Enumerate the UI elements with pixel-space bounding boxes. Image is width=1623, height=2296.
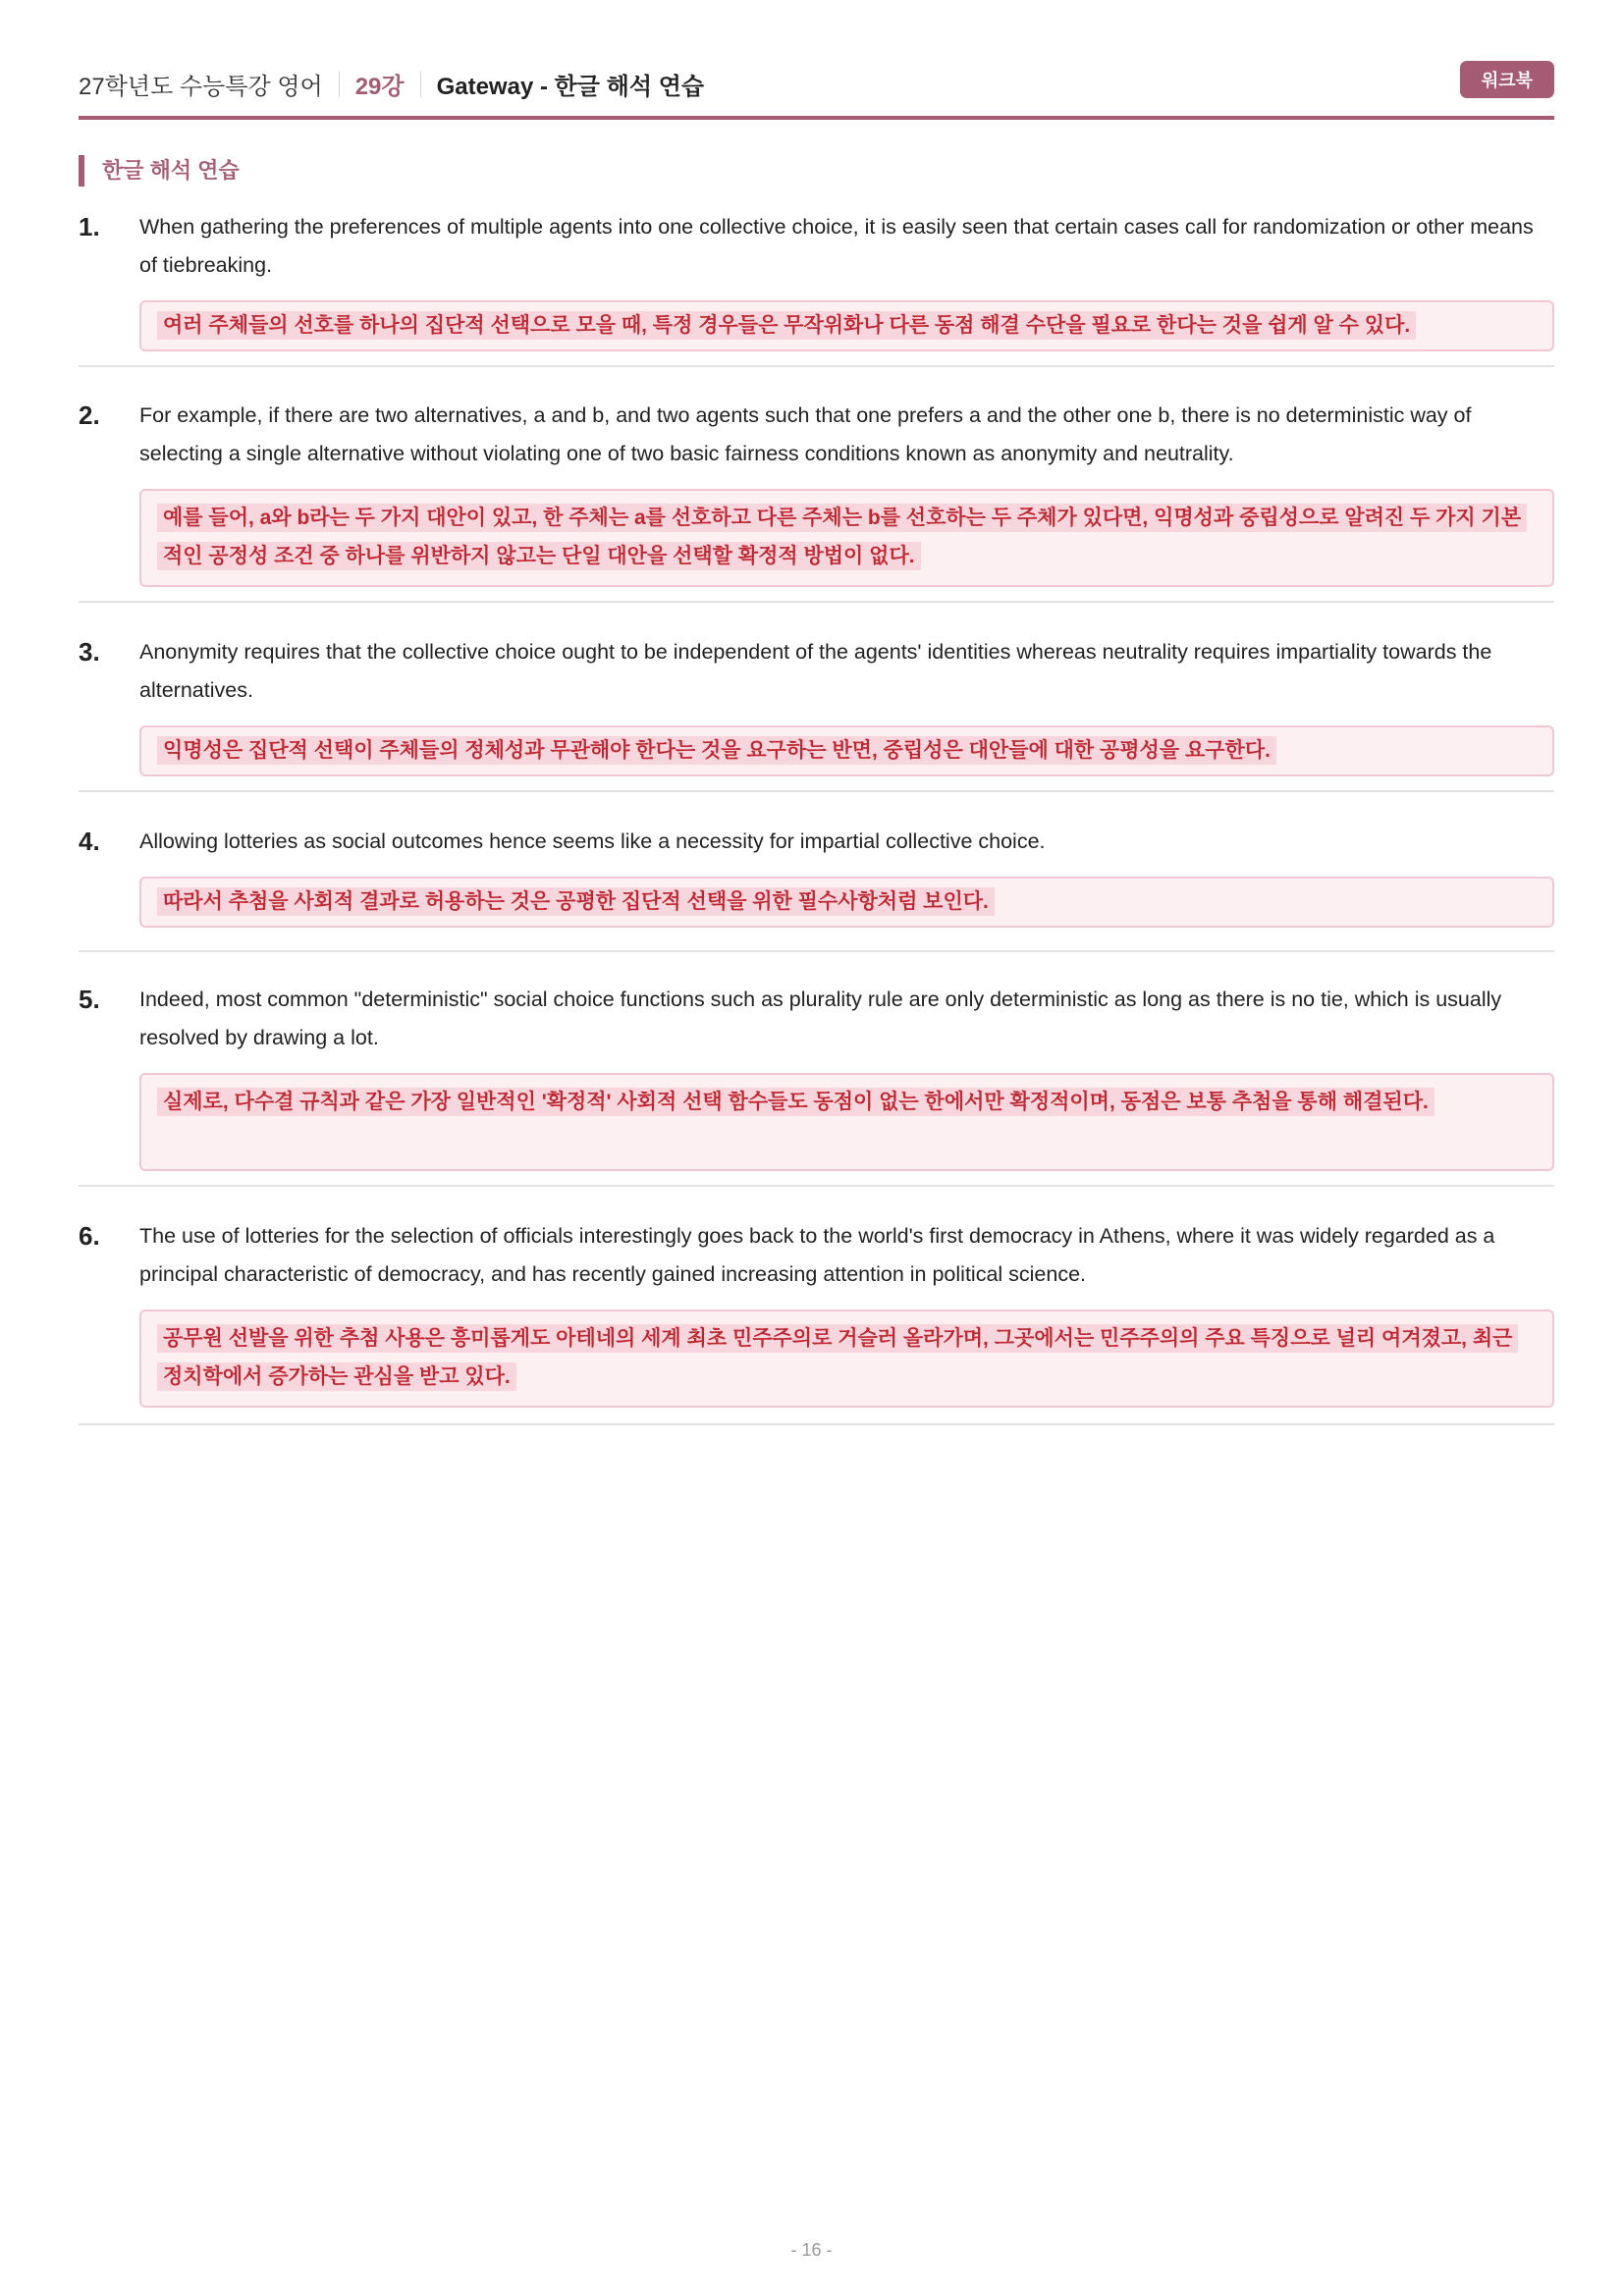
- korean-translation: 공무원 선발을 위한 추첨 사용은 흥미롭게도 아테네의 세계 최초 민주주의로 거슬러 올라가며, 그곳에서는 민주주의의 주요 특징으로 널리 여겨졌고, 최근 정치학에서 증가하는 관심을 받고 있다.: [157, 1324, 1518, 1391]
- exercise-item-3: [79, 633, 1554, 792]
- korean-translation: 익명성은 집단적 선택이 주체들의 정체성과 무관해야 한다는 것을 요구하는 반면, 중립성은 대안들에 대한 공평성을 요구한다.: [157, 736, 1276, 765]
- exercise-item-4: [79, 823, 1554, 952]
- section-title: 한글 해석 연습: [79, 155, 240, 187]
- page-title: Gateway - 한글 해석 연습: [436, 74, 705, 100]
- course-name: 27학년도 수능특강 영어: [79, 74, 323, 100]
- workbook-badge: 워크북: [1460, 61, 1554, 98]
- exercise-item-5: [79, 981, 1554, 1187]
- korean-translation-box: [139, 725, 1554, 776]
- divider: [339, 72, 340, 97]
- korean-translation-box: [139, 877, 1554, 928]
- english-sentence: Indeed, most common "deterministic" social choice functions such as plurality rule are only deterministic as long as there is no tie, which is usually resolved by drawing a lot.: [139, 988, 1502, 1049]
- english-sentence: For example, if there are two alternatives, a and b, and two agents such that one prefers a and the other one b, there is no deterministic way of selecting a single alternative without violating one of two basic fairness conditions known as anonymity and neutrality.: [139, 403, 1472, 465]
- page-header: [79, 61, 1554, 120]
- korean-translation: 따라서 추첨을 사회적 결과로 허용하는 것은 공평한 집단적 선택을 위한 필수사항처럼 보인다.: [157, 887, 995, 916]
- korean-translation-box: [139, 1073, 1554, 1171]
- item-number: 1.: [79, 212, 100, 241]
- korean-translation-box: [139, 489, 1554, 587]
- english-sentence: Anonymity requires that the collective choice ought to be independent of the agents' identities whereas neutrality requires impartiality towards the alternatives.: [139, 640, 1492, 702]
- page-number: - 16 -: [790, 2240, 833, 2260]
- item-number: 4.: [79, 827, 100, 856]
- breadcrumb: [79, 67, 704, 101]
- korean-translation-box: [139, 1309, 1554, 1408]
- item-number: 6.: [79, 1221, 100, 1251]
- item-number: 5.: [79, 985, 100, 1014]
- english-sentence: The use of lotteries for the selection of officials interestingly goes back to the world's first democracy in Athens, where it was widely regarded as a principal characteristic of democracy, and has recently gained increasing attention in political science.: [139, 1224, 1495, 1286]
- english-sentence: When gathering the preferences of multiple agents into one collective choice, it is easily seen that certain cases call for randomization or other means of tiebreaking.: [139, 215, 1534, 277]
- item-number: 3.: [79, 637, 100, 667]
- korean-translation: 예를 들어, a와 b라는 두 가지 대안이 있고, 한 주체는 a를 선호하고 다른 주체는 b를 선호하는 두 주체가 있다면, 익명성과 중립성으로 알려진 두 가지 기본적인 공정성 조건 중 하나를 위반하지 않고는 단일 대안을 선택할 확정적 방법이 없다.: [157, 504, 1527, 570]
- korean-translation-box: [139, 300, 1554, 351]
- lesson-number: 29강: [354, 74, 405, 100]
- exercise-item-6: [79, 1217, 1554, 1425]
- item-number: 2.: [79, 400, 100, 430]
- exercise-item-2: [79, 397, 1554, 603]
- korean-translation: 여러 주체들의 선호를 하나의 집단적 선택으로 모을 때, 특정 경우들은 무작위화나 다른 동점 해결 수단을 필요로 한다는 것을 쉽게 알 수 있다.: [157, 311, 1416, 340]
- english-sentence: Allowing lotteries as social outcomes hence seems like a necessity for impartial collective choice.: [139, 829, 1046, 853]
- exercise-item-1: [79, 208, 1554, 367]
- divider: [420, 72, 421, 97]
- korean-translation: 실제로, 다수결 규칙과 같은 가장 일반적인 '확정적' 사회적 선택 함수들도 동점이 없는 한에서만 확정적이며, 동점은 보통 추첨을 통해 해결된다.: [157, 1088, 1434, 1116]
